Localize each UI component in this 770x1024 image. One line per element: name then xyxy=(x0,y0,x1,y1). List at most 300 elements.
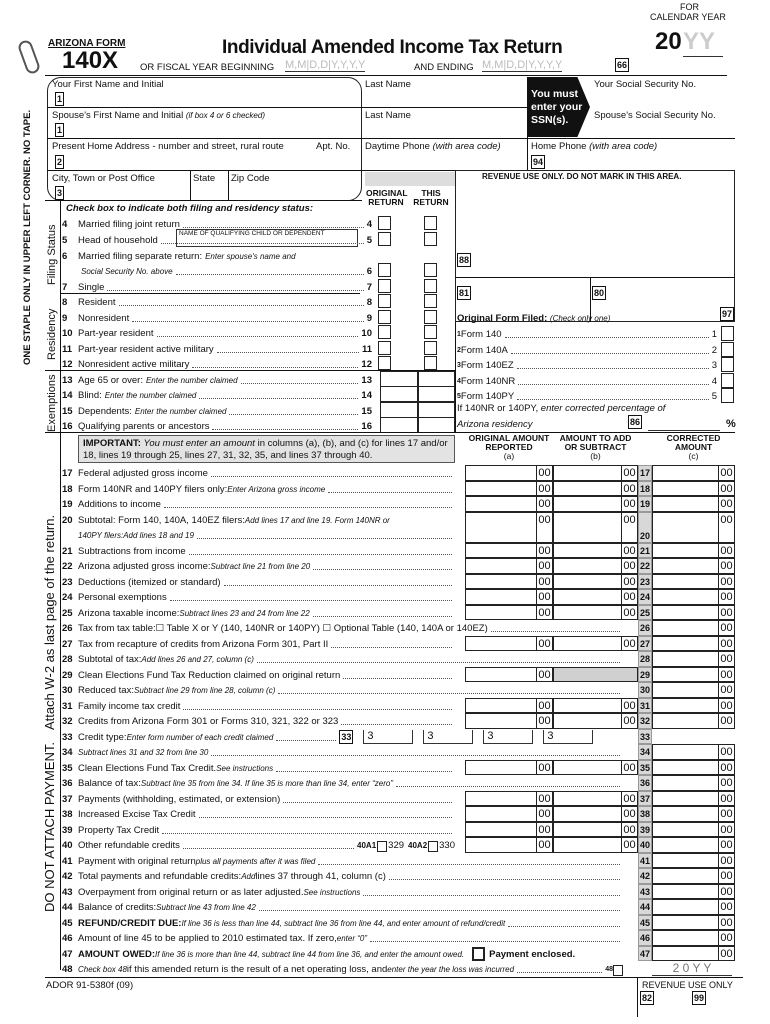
line-label: Single xyxy=(78,282,105,293)
col-b-input[interactable] xyxy=(553,496,638,512)
line-text: Payment with original return xyxy=(78,855,196,867)
col-c-input[interactable] xyxy=(652,915,735,931)
col-b-input[interactable] xyxy=(553,512,638,543)
col-a-input[interactable] xyxy=(465,698,553,714)
filing-status-label: Filing Status xyxy=(46,224,58,285)
col-a-input[interactable] xyxy=(465,636,553,652)
item-number: 1 xyxy=(711,329,717,340)
dot-leader xyxy=(389,879,620,880)
original-form-checkbox[interactable] xyxy=(721,357,734,372)
col-c-cents: 00 xyxy=(718,652,734,666)
line-text: 140PY filers: xyxy=(78,531,124,540)
col-c-cents: 00 xyxy=(718,823,734,837)
col-c-input[interactable] xyxy=(652,682,735,698)
original-form-title xyxy=(457,313,610,324)
line-text: Federal adjusted gross income xyxy=(78,468,208,479)
col-a-input[interactable] xyxy=(465,791,553,807)
original-form-item xyxy=(457,388,717,403)
col-c-input[interactable] xyxy=(652,806,735,822)
line-number-right: 8 xyxy=(366,297,372,308)
home-phone-text: Home Phone xyxy=(531,141,587,152)
this-return-checkbox[interactable] xyxy=(424,294,437,308)
col-c-cents: 00 xyxy=(718,792,734,806)
form-line xyxy=(62,682,623,697)
this-return-input[interactable] xyxy=(418,402,455,418)
form-line xyxy=(62,760,455,775)
line-text: if this amended return is the result of a net operating loss, and xyxy=(126,964,388,975)
must-enter-ssn: You must enter your SSN(s). xyxy=(531,88,583,126)
col-c-input[interactable] xyxy=(652,775,735,791)
dot-leader xyxy=(313,569,452,570)
line-number-box: 19 xyxy=(638,496,652,512)
paperclip-icon xyxy=(17,39,42,76)
nol-checkbox[interactable] xyxy=(613,965,623,976)
col-c-input[interactable] xyxy=(652,930,735,946)
line-number: 39 xyxy=(62,824,73,836)
col-c-input[interactable] xyxy=(652,543,735,559)
line-number-box: 33 xyxy=(638,729,652,745)
col-c-input[interactable] xyxy=(652,853,735,869)
form-line xyxy=(62,589,455,604)
col-c-input[interactable] xyxy=(652,667,735,683)
line-number: 43 xyxy=(62,886,73,898)
line-text: Enter form number of each credit claimed xyxy=(126,732,274,742)
credit-code-input[interactable]: 3 xyxy=(483,730,533,744)
original-form-checkbox[interactable] xyxy=(721,373,734,388)
line-number-box: 32 xyxy=(638,713,652,729)
col-a-input[interactable] xyxy=(465,512,553,543)
col-a-cents: 00 xyxy=(536,807,552,821)
spouse-first-text: Spouse's First Name and Initial xyxy=(52,110,184,121)
payment-enclosed-checkbox[interactable] xyxy=(472,947,485,961)
col-b-input[interactable] xyxy=(553,822,638,838)
dot-leader xyxy=(212,429,358,430)
line-number: 11 xyxy=(62,344,73,355)
original-form-checkbox[interactable] xyxy=(721,388,734,403)
col-a-cents: 00 xyxy=(536,838,552,852)
line-number-box: 41 xyxy=(638,853,652,869)
line-text: If line 36 is less than line 44, subtract line 36 from line 44, and enter amount of refund/credit xyxy=(181,918,506,928)
item-label: Form 140 xyxy=(460,329,502,340)
status-row xyxy=(62,263,372,278)
original-return-checkbox[interactable] xyxy=(378,232,391,246)
line-text: Total payments and refundable credits: xyxy=(78,871,242,882)
line-number: 45 xyxy=(62,917,73,929)
line-number-box: 39 xyxy=(638,822,652,838)
box-86: 86 xyxy=(630,417,641,427)
col-c-input[interactable] xyxy=(652,574,735,590)
original-return-input[interactable] xyxy=(380,371,418,387)
form-line xyxy=(62,791,455,806)
this-return-checkbox[interactable] xyxy=(424,325,437,339)
col-c-cents: 00 xyxy=(718,513,734,542)
dot-leader xyxy=(217,352,359,353)
status-row xyxy=(62,387,372,402)
col-c-input[interactable] xyxy=(652,605,735,621)
original-return-checkbox[interactable] xyxy=(378,310,391,324)
col-c-input[interactable] xyxy=(652,822,735,838)
dot-leader xyxy=(276,740,336,741)
credit-code-input[interactable]: 3 xyxy=(543,730,593,744)
line-number: 16 xyxy=(62,421,73,432)
code-330: 330 xyxy=(439,840,455,851)
col-b-input[interactable] xyxy=(553,605,638,621)
line-number: 48 xyxy=(62,964,73,975)
original-form-checkbox[interactable] xyxy=(721,342,734,357)
col-a-input[interactable] xyxy=(465,760,553,776)
col-a-input[interactable] xyxy=(465,543,553,559)
this-return-input[interactable] xyxy=(418,417,455,433)
col-b-cents: 00 xyxy=(621,544,637,558)
col-c-input[interactable] xyxy=(652,589,735,605)
col-c-cents: 00 xyxy=(718,606,734,620)
line-number-box: 28 xyxy=(638,651,652,667)
this-return-checkbox[interactable] xyxy=(424,341,437,355)
col-c-cents: 00 xyxy=(718,916,734,930)
col-c-input[interactable] xyxy=(652,837,735,853)
credit-40a1: 40A1 xyxy=(357,841,377,850)
col-c-input[interactable] xyxy=(652,651,735,667)
col-a-cents: 00 xyxy=(536,823,552,837)
line-number-box: 30 xyxy=(638,682,652,698)
col-a-input[interactable] xyxy=(465,667,553,683)
staple-note: ONE STAPLE ONLY IN UPPER LEFT CORNER. NO TAPE. xyxy=(22,109,33,365)
line-text: Payments (withholding, estimated, or extension) xyxy=(78,793,281,805)
original-return-checkbox[interactable] xyxy=(378,341,391,355)
line-number: 47 xyxy=(62,948,73,960)
line-number: 24 xyxy=(62,592,73,603)
dot-leader xyxy=(283,802,452,803)
line-number-box: 29 xyxy=(638,667,652,683)
this-return-checkbox[interactable] xyxy=(424,279,437,293)
dot-leader xyxy=(276,771,452,772)
ending-label: AND ENDING xyxy=(414,62,474,73)
nol-year-input[interactable]: 2 0 Y Y xyxy=(652,961,732,976)
line-text: Form 140NR and 140PY filers only: xyxy=(78,483,228,495)
item-label: Form 140EZ xyxy=(460,360,514,371)
line-number: 22 xyxy=(62,561,73,572)
fiscal-end-input[interactable]: M,M|D,D|Y,Y,Y,Y xyxy=(482,59,563,71)
line-number-right: 11 xyxy=(361,344,372,355)
col-c-input[interactable] xyxy=(652,698,735,714)
fiscal-begin-input[interactable]: M,M|D,D|Y,Y,Y,Y xyxy=(285,59,366,71)
item-label: Form 140A xyxy=(460,344,508,356)
col-b-cents: 00 xyxy=(621,482,637,496)
year-input[interactable]: YY xyxy=(683,28,723,57)
line-number-box: 34 xyxy=(638,744,652,760)
dot-leader xyxy=(511,353,709,354)
col-a-input[interactable] xyxy=(465,574,553,590)
dot-leader xyxy=(192,367,358,368)
form-line xyxy=(62,543,455,558)
col-a-input[interactable] xyxy=(465,822,553,838)
form-line xyxy=(62,868,623,883)
col-b-cents: 00 xyxy=(621,761,637,775)
line-number-right: 7 xyxy=(366,282,372,293)
last-name-input[interactable] xyxy=(365,92,525,106)
first-name-label: Your First Name and Initial xyxy=(52,79,164,90)
zip-label: Zip Code xyxy=(231,173,270,184)
status-row xyxy=(62,418,372,433)
line-number-right: 5 xyxy=(366,235,372,246)
this-return-input[interactable] xyxy=(418,386,455,402)
col-c-input[interactable] xyxy=(652,713,735,729)
line-number-box: 25 xyxy=(638,605,652,621)
col-b-input[interactable] xyxy=(553,481,638,497)
col-c-input[interactable] xyxy=(652,899,735,915)
original-return-checkbox[interactable] xyxy=(378,325,391,339)
dot-leader xyxy=(363,895,620,896)
last-name-label: Last Name xyxy=(365,79,411,90)
divider xyxy=(45,75,727,76)
this-return-checkbox[interactable] xyxy=(424,216,437,230)
line-number: 42 xyxy=(62,871,73,882)
form-number: 140X xyxy=(62,47,119,74)
line-number: 5 xyxy=(62,235,68,246)
line-number-right: 9 xyxy=(366,313,372,324)
this-return-input[interactable] xyxy=(418,371,455,387)
day-phone-text: Daytime Phone xyxy=(365,141,430,152)
line-text: Add lines 17 and line 19. Form 140NR or xyxy=(244,515,390,525)
line-number-right: 16 xyxy=(361,421,372,432)
status-row xyxy=(62,294,372,309)
original-return-input[interactable] xyxy=(380,402,418,418)
col-b-input[interactable] xyxy=(553,636,638,652)
box-88: 88 xyxy=(459,255,470,265)
dot-leader xyxy=(176,274,364,275)
col-c-input[interactable] xyxy=(652,946,735,962)
col-b-cents: 00 xyxy=(621,466,637,480)
line-number: 4 xyxy=(62,219,68,230)
important-text: in columns (a), (b), and (c) for lines 17 and/or 18, lines 19 through 25, lines 27, 31, 32, 35, and lines 37 through 40. xyxy=(83,438,448,461)
dot-leader xyxy=(491,631,620,632)
col-a-input[interactable] xyxy=(465,558,553,574)
checkbox-40a1[interactable] xyxy=(377,841,387,852)
col-c-cents: 00 xyxy=(718,637,734,651)
this-return-checkbox[interactable] xyxy=(424,356,437,370)
col-c-input[interactable] xyxy=(652,884,735,900)
item-index: 4 xyxy=(457,377,461,385)
col-c-input[interactable] xyxy=(652,636,735,652)
col-a-input[interactable] xyxy=(465,806,553,822)
form-line xyxy=(62,558,455,573)
line-number: 17 xyxy=(62,468,73,479)
form-line xyxy=(62,853,623,868)
col-c-cents: 00 xyxy=(718,745,734,759)
col-a-cents: 00 xyxy=(536,590,552,604)
col-b-input[interactable] xyxy=(553,574,638,590)
col-b-cents: 00 xyxy=(621,559,637,573)
status-row xyxy=(62,279,372,294)
line-text: Reduced tax: xyxy=(78,685,134,696)
line-number: 23 xyxy=(62,576,73,588)
line-number-box: 37 xyxy=(638,791,652,807)
form-line xyxy=(62,899,623,914)
col-c-input[interactable] xyxy=(652,465,735,481)
dot-leader xyxy=(331,647,452,648)
line-note: Social Security No. above xyxy=(81,267,173,276)
col-c-input[interactable] xyxy=(652,481,735,497)
col-c-input[interactable] xyxy=(652,496,735,512)
col-c-cents: 00 xyxy=(718,947,734,961)
col-a-input[interactable] xyxy=(465,605,553,621)
line-text: Add xyxy=(241,872,256,881)
form-line xyxy=(62,806,455,821)
dot-leader xyxy=(183,709,452,710)
col-a-cents: 00 xyxy=(536,761,552,775)
line-number: 21 xyxy=(62,545,73,557)
status-row xyxy=(62,248,372,263)
form-line xyxy=(62,946,623,961)
shaded-area xyxy=(365,172,455,186)
form-code: ADOR 91-5380f (09) xyxy=(46,980,134,991)
col-b-cents: 00 xyxy=(621,497,637,511)
line-text: Arizona taxable income: xyxy=(78,607,180,619)
original-return-checkbox[interactable] xyxy=(378,356,391,370)
line-number: 10 xyxy=(62,328,73,339)
col-c-input[interactable] xyxy=(652,558,735,574)
original-return-checkbox[interactable] xyxy=(378,263,391,277)
line-number: 38 xyxy=(62,809,73,820)
line-number: 28 xyxy=(62,654,73,665)
address-label: Present Home Address - number and street, rural route xyxy=(52,141,284,152)
col-b-input[interactable] xyxy=(553,713,638,729)
col-c-cents: 00 xyxy=(718,869,734,883)
original-return-input[interactable] xyxy=(380,386,418,402)
col-b-input[interactable] xyxy=(553,837,638,853)
important-note: You must enter an amount xyxy=(143,438,255,449)
col-b-cents: 00 xyxy=(621,606,637,620)
code-329: 329 xyxy=(388,840,405,851)
col-b-input[interactable] xyxy=(553,543,638,559)
checkbox-40a2[interactable] xyxy=(428,841,438,852)
form-line xyxy=(62,605,455,620)
line-number: 31 xyxy=(62,700,73,712)
col-b-input[interactable] xyxy=(553,558,638,574)
col-b-cents: 00 xyxy=(621,807,637,821)
col-b-input xyxy=(553,667,638,683)
ssn-input[interactable] xyxy=(594,92,732,106)
line-number-box: 43 xyxy=(638,884,652,900)
original-return-input[interactable] xyxy=(380,417,418,433)
form-line xyxy=(62,651,623,666)
home-phone-note: (with area code) xyxy=(589,141,658,152)
dot-leader xyxy=(259,910,620,911)
col-c-cents: 00 xyxy=(718,885,734,899)
spouse-last-label: Last Name xyxy=(365,110,411,121)
this-return-checkbox[interactable] xyxy=(424,310,437,324)
col-c-cents: 00 xyxy=(718,807,734,821)
item-index: 3 xyxy=(457,362,461,369)
line-text: Subtract lines 23 and 24 from line 22 xyxy=(179,608,310,618)
revenue-use-only: REVENUE USE ONLY xyxy=(642,980,733,990)
col-c-input[interactable] xyxy=(652,760,735,776)
col-a-input[interactable] xyxy=(465,465,553,481)
col-b-input[interactable] xyxy=(553,698,638,714)
credit-code-input[interactable]: 3 xyxy=(423,730,473,744)
col-a-input[interactable] xyxy=(465,589,553,605)
col-a-sub: (a) xyxy=(503,451,515,461)
col-a-input[interactable] xyxy=(465,713,553,729)
col-b-input[interactable] xyxy=(553,806,638,822)
credit-code-input[interactable]: 3 xyxy=(363,730,413,744)
box-94: 94 xyxy=(533,157,544,167)
col-b-input[interactable] xyxy=(553,791,638,807)
dot-leader xyxy=(162,833,452,834)
col-b-cents: 00 xyxy=(621,637,637,651)
line-number: 30 xyxy=(62,685,73,696)
col-a-title: ORIGINAL AMOUNT REPORTED xyxy=(468,433,550,452)
original-return-checkbox[interactable] xyxy=(378,294,391,308)
line-number: 19 xyxy=(62,499,73,510)
col-b-header xyxy=(553,434,638,461)
line-text: Subtract line 21 from line 20 xyxy=(210,562,311,571)
residency-percent-input[interactable] xyxy=(648,418,720,431)
line-number-box: 27 xyxy=(638,636,652,652)
col-b-cents: 00 xyxy=(621,838,637,852)
first-name-input[interactable] xyxy=(70,92,355,106)
line-text: Subtractions from income xyxy=(78,545,186,557)
form-line xyxy=(62,465,455,480)
col-b-input[interactable] xyxy=(553,760,638,776)
col-c-cents: 00 xyxy=(718,575,734,589)
line-text: AMOUNT OWED: xyxy=(78,948,156,960)
box-2: 2 xyxy=(57,157,63,167)
col-a-cents: 00 xyxy=(536,637,552,651)
original-return-checkbox[interactable] xyxy=(378,279,391,293)
line-text: Personal exemptions xyxy=(78,592,167,603)
left-rule xyxy=(60,200,61,970)
col-a-input[interactable] xyxy=(465,837,553,853)
col-a-cents: 00 xyxy=(536,482,552,496)
col-b-input[interactable] xyxy=(553,589,638,605)
col-a-input[interactable] xyxy=(465,481,553,497)
status-row xyxy=(62,310,372,325)
line-text: Subtract lines 31 and 32 from line 30 xyxy=(78,748,209,757)
original-form-checkbox[interactable] xyxy=(721,326,734,341)
form-line xyxy=(62,698,455,713)
col-c-input[interactable] xyxy=(652,868,735,884)
col-c-sub: (c) xyxy=(688,451,699,461)
col-c-input[interactable] xyxy=(652,620,735,636)
col-a-input[interactable] xyxy=(465,496,553,512)
this-return-checkbox[interactable] xyxy=(424,232,437,246)
w2-note: Attach W-2 as last page of the return. xyxy=(42,514,57,730)
dot-leader xyxy=(132,321,363,322)
box-82: 82 xyxy=(642,993,653,1003)
line-number-right: 15 xyxy=(361,406,372,417)
dot-leader xyxy=(211,755,620,756)
col-a-cents: 00 xyxy=(536,714,552,728)
item-label: Form 140PY xyxy=(460,391,515,402)
box-1: 1 xyxy=(57,94,63,104)
this-return-checkbox[interactable] xyxy=(424,263,437,277)
col-b-input[interactable] xyxy=(553,465,638,481)
item-index: 2 xyxy=(457,346,461,354)
col-c-input[interactable] xyxy=(652,744,735,760)
form-line xyxy=(62,713,455,728)
col-c-input[interactable] xyxy=(652,512,735,543)
col-c-input[interactable] xyxy=(652,791,735,807)
dot-leader xyxy=(328,492,452,493)
line-number: 27 xyxy=(62,638,73,650)
line-number: 37 xyxy=(62,793,73,805)
residency-label: Residency xyxy=(46,308,58,360)
col-c-cents: 00 xyxy=(718,854,734,868)
form-line xyxy=(62,574,455,589)
original-return-checkbox[interactable] xyxy=(378,216,391,230)
line-label: Nonresident xyxy=(78,313,130,324)
